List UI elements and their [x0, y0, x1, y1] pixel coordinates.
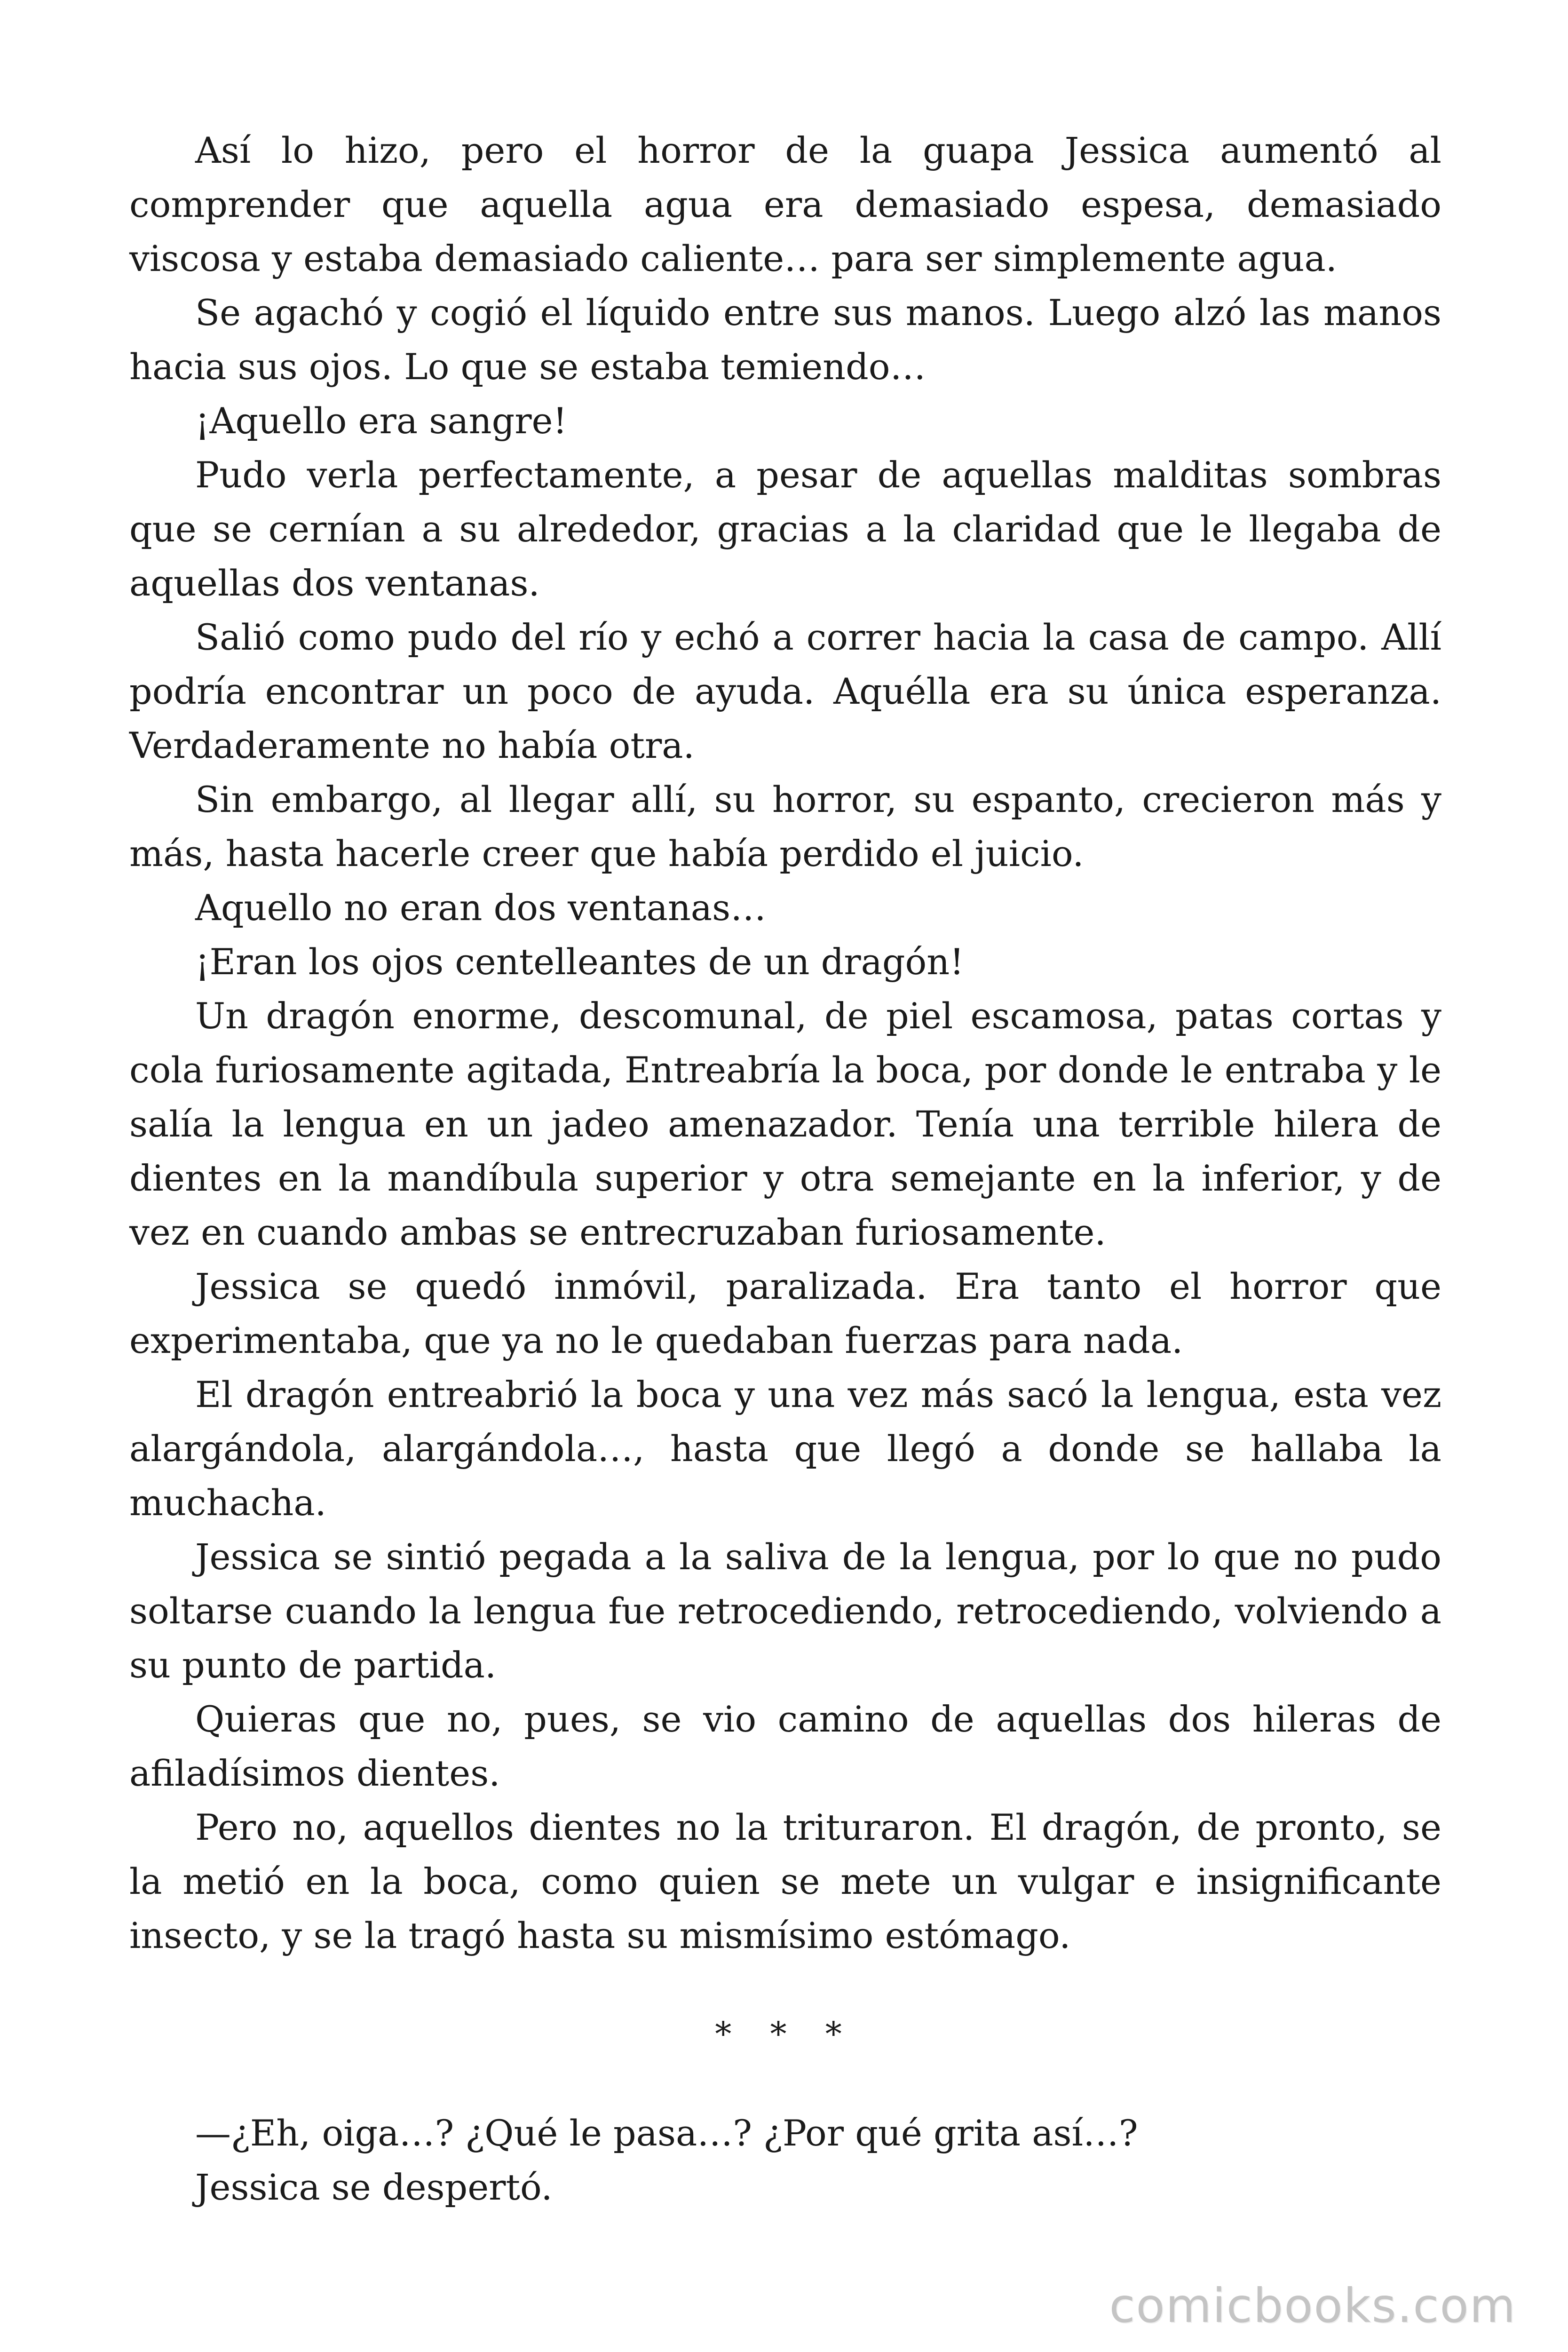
paragraph: Jessica se despertó. [195, 2166, 553, 2208]
paragraph: Se agachó y cogió el líquido entre sus manos. Luego alzó las manos hacia sus ojos. Lo que se estaba temiendo… [129, 292, 1441, 388]
scene-separator: * * * [715, 2015, 856, 2053]
paragraph: Sin embargo, al llegar allí, su horror, su espanto, crecieron más y más, hasta hacerle creer que había perdido el juicio. [129, 779, 1441, 874]
paragraph: Así lo hizo, pero el horror de la guapa Jessica aumentó al comprender que aquella agua era demasiado espesa, demasiado viscosa y estaba demasiado caliente… para ser simplemente agua. [129, 129, 1441, 279]
paragraph: Quieras que no, pues, se vio camino de aquellas dos hileras de afiladísimos dientes. [129, 1698, 1441, 1794]
page-text [129, 123, 1441, 2214]
paragraph: Jessica se sintió pegada a la saliva de la lengua, por lo que no pudo soltarse cuando la lengua fue retrocediendo, retrocediendo, volviendo a su punto de partida. [129, 1536, 1441, 1686]
paragraph: Pero no, aquellos dientes no la trituraron. El dragón, de pronto, se la metió en la boca, como quien se mete un vulgar e insignificante insecto, y se la tragó hasta su mismísimo estómago. [129, 1806, 1441, 1956]
paragraph: Salió como pudo del río y echó a correr hacia la casa de campo. Allí podría encontrar un poco de ayuda. Aquélla era su única esperanza. Verdaderamente no había otra. [129, 616, 1441, 766]
watermark-logo: comicbooks.com [1109, 2278, 1516, 2333]
paragraph: ¡Eran los ojos centelleantes de un dragón! [195, 941, 964, 983]
paragraph: Pudo verla perfectamente, a pesar de aquellas malditas sombras que se cernían a su alrededor, gracias a la claridad que le llegaba de aquellas dos ventanas. [129, 454, 1441, 604]
paragraph: —¿Eh, oiga…? ¿Qué le pasa…? ¿Por qué grita así…? [195, 2112, 1138, 2154]
paragraph: Jessica se quedó inmóvil, paralizada. Era tanto el horror que experimentaba, que ya no le quedaban fuerzas para nada. [129, 1265, 1441, 1361]
paragraph: ¡Aquello era sangre! [195, 400, 568, 442]
paragraph: Un dragón enorme, descomunal, de piel escamosa, patas cortas y cola furiosamente agitada, Entreabría la boca, por donde le entraba y le salía la lengua en un jadeo amenazador. Tenía una terrible hilera de dientes en la mandíbula superior y otra semejante en la inferior, y de vez en cuando ambas se entrecruzaban furiosamente. [129, 995, 1441, 1253]
paragraph: Aquello no eran dos ventanas… [195, 887, 767, 929]
paragraph: El dragón entreabrió la boca y una vez más sacó la lengua, esta vez alargándola, alargándola…, hasta que llegó a donde se hallaba la muchacha. [129, 1374, 1441, 1524]
